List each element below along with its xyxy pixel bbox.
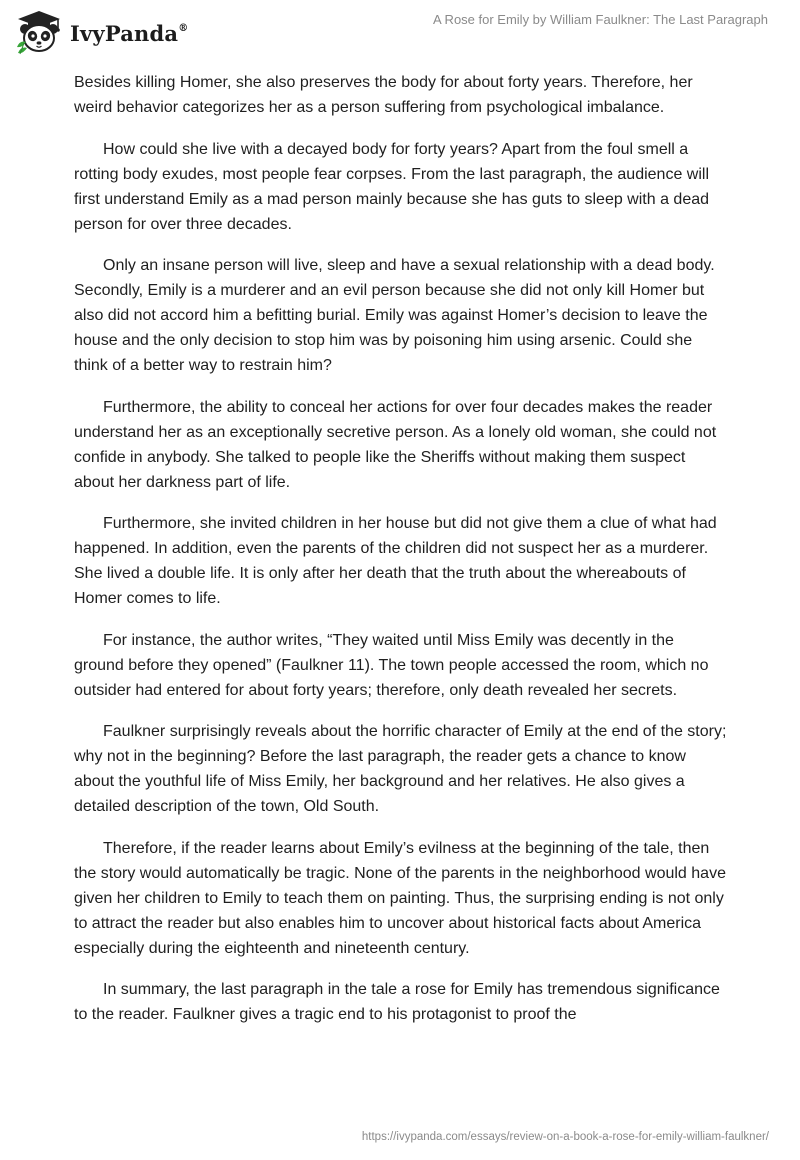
registered-mark: ® [178, 22, 189, 34]
paragraph: Faulkner surprisingly reveals about the horrific character of Emily at the end of the story; why not in the beginning? Before the last paragraph, the reader gets a chance to know about the youthful life of Miss Emily, her background and her relatives. He also gives a detailed description of the town, Old South. [74, 723, 727, 815]
source-url[interactable]: https://ivypanda.com/essays/review-on-a-book-a-rose-for-emily-william-faulkner/ [361, 1131, 769, 1143]
paragraph: Besides killing Homer, she also preserves the body for about forty years. Therefore, her weird behavior categorizes her as a person suffering from psychological imbalance. [74, 74, 693, 116]
essay-body [74, 70, 728, 1044]
paragraph: Furthermore, the ability to conceal her actions for over four decades makes the reader understand her as an exceptionally secretive person. As a lonely old woman, she could not confide in anybody. She talked to people like the Sheriffs without making them suspect about her darkness part of life. [74, 398, 717, 491]
paragraph: How could she live with a decayed body for forty years? Apart from the foul smell a rotting body exudes, most people fear corpses. From the last paragraph, the audience will first understand Emily as a mad person mainly because she has guts to sleep with a dead person for over three decades. [74, 140, 710, 233]
paragraph: In summary, the last paragraph in the tale a rose for Emily has tremendous significance to the reader. Faulkner gives a tragic end to his protagonist to proof the [74, 981, 720, 1023]
page-header [0, 0, 800, 70]
paragraph: Only an insane person will live, sleep and have a sexual relationship with a dead body. Secondly, Emily is a murderer and an evil person because she did not only kill Homer but also did not accord him a befitting burial. Emily was against Homer’s decision to leave the house and the only decision to stop him was by poisoning him using arsenic. Could she think of a better way to restrain him? [74, 257, 715, 374]
ivypanda-logo[interactable] [14, 8, 188, 56]
brand-name: IvyPanda® [70, 20, 189, 46]
paragraph: For instance, the author writes, “They waited until Miss Emily was decently in the ground before they opened” (Faulkner 11). The town people accessed the room, which no outsider had entered for about forty years; therefore, only death revealed her secrets. [74, 631, 709, 699]
paragraph: Therefore, if the reader learns about Emily’s evilness at the beginning of the tale, then the story would automatically be tragic. None of the parents in the neighborhood would have given her children to Emily to teach them on painting. Thus, the surprising ending is not only to attract the reader but also enables him to uncover about historical facts about America especially during the eighteenth and nineteenth century. [74, 839, 726, 957]
document-title: A Rose for Emily by William Faulkner: The Last Paragraph [432, 12, 768, 27]
panda-graduate-logo-icon [14, 9, 64, 55]
paragraph: Furthermore, she invited children in her house but did not give them a clue of what had happened. In addition, even the parents of the children did not suspect her as a murderer. She lived a double life. It is only after her death that the truth about the whereabouts of Homer comes to life. [74, 515, 717, 607]
